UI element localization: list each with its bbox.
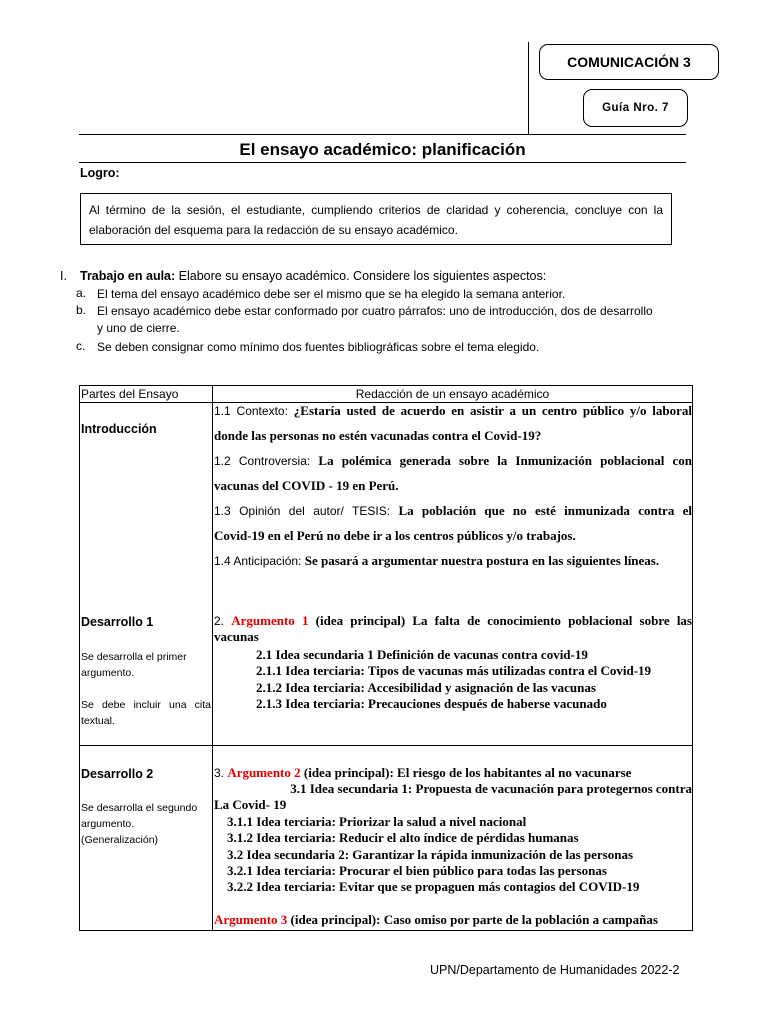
item-letter: b. xyxy=(76,303,87,317)
title-rule-bottom xyxy=(79,162,686,163)
d2-note: Se desarrolla el segundo argumento. xyxy=(81,802,198,830)
column-header-parts: Partes del Ensayo xyxy=(81,387,179,401)
intro-line: 1.3 Opinión del autor/ TESIS: La población que no esté inmunizada contra el xyxy=(214,503,692,518)
d2-line: 3. Argumento 2 (idea principal): El riesgo de los habitantes al no vacunarse xyxy=(214,765,632,780)
d1-line: 2.1.2 Idea terciaria: Accesibilidad y asignación de las vacunas xyxy=(256,680,596,695)
list-item: Se deben consignar como mínimo dos fuentes bibliográficas sobre el tema elegido. xyxy=(97,340,540,354)
d1-note: Se desarrolla el primer argumento. xyxy=(81,651,187,679)
intro-line: 1.4 Anticipación: Se pasará a argumentar nuestra postura en las siguientes líneas. xyxy=(214,553,660,568)
column-header-redaction: Redacción de un ensayo académico xyxy=(355,387,550,401)
item-letter: a. xyxy=(76,286,87,300)
table-border-left xyxy=(79,385,80,931)
table-border-right xyxy=(692,385,693,931)
d1-title: Desarrollo 1 xyxy=(81,615,154,629)
d2-line: 3.1 Idea secundaria 1: Propuesta de vacunación para protegernos contra xyxy=(290,781,692,796)
d2-line: La Covid- 19 xyxy=(214,797,287,812)
d2-line: Argumento 3 (idea principal): Caso omiso por parte de la población a campañas xyxy=(214,912,658,927)
logro-text: Al término de la sesión, el estudiante, cumpliendo criterios de claridad y coherencia, concluye con la elaboración del esquema para la redacción de su ensayo académico. xyxy=(89,203,663,237)
d2-title: Desarrollo 2 xyxy=(81,767,154,781)
title-rule-top xyxy=(79,134,686,135)
logro-label: Logro: xyxy=(80,166,120,180)
item-letter: c. xyxy=(76,339,86,353)
table-border-bottom xyxy=(79,930,693,931)
intro-line: 1.2 Controversia: La polémica generada sobre la Inmunización poblacional con xyxy=(214,453,692,468)
d2-note: (Generalización) xyxy=(81,834,159,846)
d2-line: 3.2.2 Idea terciaria: Evitar que se propaguen más contagios del COVID-19 xyxy=(227,879,640,894)
table-col-rule xyxy=(212,385,213,931)
d1-note: Se debe incluir una cita textual. xyxy=(81,699,211,727)
list-item: El tema del ensayo académico debe ser el mismo que se ha elegido la semana anterior. xyxy=(97,287,566,301)
d1-line: 2. Argumento 1 (idea principal) La falta de conocimiento poblacional sobre las xyxy=(214,613,692,628)
intro-line: donde las personas no estén vacunadas contra el Covid-19? xyxy=(214,428,542,443)
d2-line: 3.2 Idea secundaria 2: Garantizar la rápida inmunización de las personas xyxy=(227,847,634,862)
intro-line: Covid-19 en el Perú no debe ir a los centros públicos y/o trabajos. xyxy=(214,528,576,543)
intro-title: Introducción xyxy=(81,422,157,436)
d1-line: 2.1 Idea secundaria 1 Definición de vacunas contra covid-19 xyxy=(256,647,588,662)
d1-line: vacunas xyxy=(214,629,259,644)
d2-line: 3.1.2 Idea terciaria: Reducir el alto índice de pérdidas humanas xyxy=(227,830,579,845)
section-heading: Trabajo en aula: Elabore su ensayo académico. Considere los siguientes aspectos: xyxy=(80,269,547,283)
guide-badge: Guía Nro. 7 xyxy=(583,89,688,127)
header-divider xyxy=(528,42,529,134)
section-number: I. xyxy=(60,269,67,283)
d1-line: 2.1.1 Idea terciaria: Tipos de vacunas más utilizadas contra el Covid-19 xyxy=(256,663,652,678)
page-title: El ensayo académico: planificación xyxy=(239,140,526,159)
course-badge: COMUNICACIÓN 3 xyxy=(539,44,719,80)
footer-text: UPN/Departamento de Humanidades 2022-2 xyxy=(430,963,680,977)
list-item: El ensayo académico debe estar conformado por cuatro párrafos: uno de introducción, dos de desarrollo y uno de cierre. xyxy=(97,304,653,335)
intro-line: 1.1 Contexto: ¿Estaría usted de acuerdo en asistir a un centro público y/o laboral xyxy=(214,403,692,418)
d1-line: 2.1.3 Idea terciaria: Precauciones después de haberse vacunado xyxy=(256,696,607,711)
table-border-top xyxy=(79,385,693,386)
logro-box xyxy=(80,193,672,245)
intro-line: vacunas del COVID - 19 en Perú. xyxy=(214,478,399,493)
d2-line: 3.2.1 Idea terciaria: Procurar el bien público para todas las personas xyxy=(227,863,607,878)
table-row-rule xyxy=(79,745,693,746)
d2-line: 3.1.1 Idea terciaria: Priorizar la salud a nivel nacional xyxy=(227,814,527,829)
